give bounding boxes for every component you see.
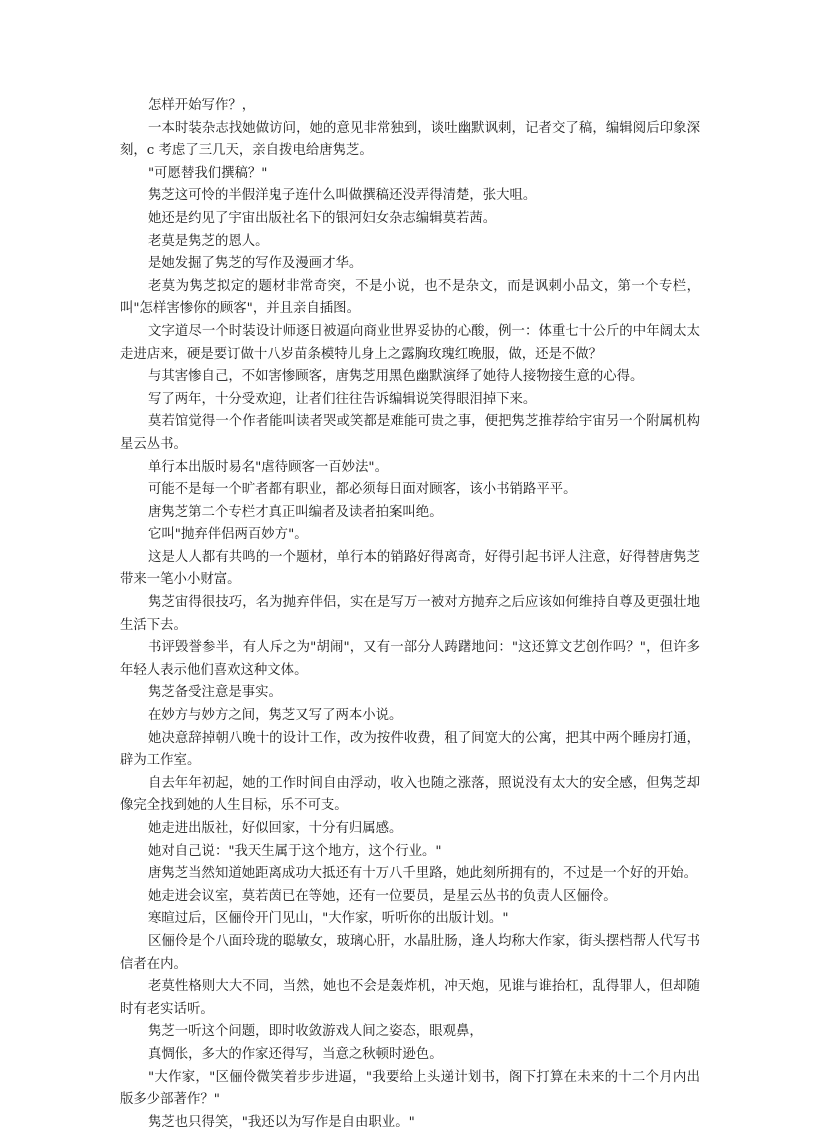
paragraph: 老莫是隽芝的恩人。 <box>148 233 269 249</box>
paragraph: 隽芝这可怜的半假洋鬼子连什么叫做撰稿还没弄得清楚，张大咀。 <box>148 188 537 204</box>
paragraph: 唐隽芝第二个专栏才真正叫编者及读者拍案叫绝。 <box>148 504 443 520</box>
paragraph: 她走进出版社，好似回家，十分有归属感。 <box>148 821 403 836</box>
paragraph: 区俪伶是个八面玲珑的聪敏女，玻璃心肝，水晶肚肠，逢人均称大作家，街头摆档帮人代写书信者在内。 <box>120 933 700 972</box>
paragraph: 莫若馆觉得一个作者能叫读者哭或笑都是难能可贵之事，便把隽芝推荐给宇宙另一个附属机构星云丛书。 <box>120 414 700 452</box>
paragraph: 真惆伥，多大的作家还得写，当意之秋顿时逊色。 <box>148 1046 443 1062</box>
paragraph: 她决意辞掉朝八晚十的设计工作，改为按件收费，租了间宽大的公寓，把其中两个睡房打通，辟为工作室。 <box>120 730 700 769</box>
paragraph: 寒暄过后，区俪伶开门见山，"大作家，听听你的出版计划。" <box>148 911 509 927</box>
paragraph: 单行本出版时易名"虐待顾客一百妙法"。 <box>148 459 388 475</box>
paragraph: 一本时装杂志找她做访问，她的意见非常独到，谈吐幽默讽刺，记者交了稿，编辑阅后印象深刻，c 考虑了三几天，亲自拨电给唐隽芝。 <box>120 120 700 159</box>
paragraph: "大作家，"区俪伶微笑着步步进逼，"我要给上头递计划书，阁下打算在未来的十二个月内出版多少部著作？" <box>120 1069 700 1108</box>
paragraph: 书评毁誉参半，有人斥之为"胡闹"，又有一部分人踌躇地问："这还算文艺创作吗？"，但许多年轻人表示他们喜欢这种文体。 <box>120 640 700 678</box>
paragraph: 老莫性格则大大不同，当然，她也不会是轰炸机，冲天炮，见谁与谁抬杠，乱得罪人，但却随时有老实话听。 <box>120 979 700 1017</box>
paragraph: 怎样开始写作？， <box>148 98 256 113</box>
paragraph: 在妙方与妙方之间，隽芝又写了两本小说。 <box>148 708 403 724</box>
paragraph: 自去年年初起，她的工作时间自由浮动，收入也随之涨落，照说没有太大的安全感，但隽芝却像完全找到她的人生目标，乐不可支。 <box>120 775 700 814</box>
paragraph: 隽芝宙得很技巧，名为抛弃伴侣，实在是写万一被对方抛弃之后应该如何维持自尊及更强壮地生活下去。 <box>120 595 700 633</box>
paragraph: 与其害惨自己，不如害惨顾客，唐隽芝用黑色幽默演绎了她待人接物接生意的心得。 <box>148 369 644 385</box>
paragraph: 老莫为隽芝拟定的题材非常奇突，不是小说，也不是杂文，而是讽刺小品文，第一个专栏，叫"怎样害惨你的顾客"，并且亲自插图。 <box>120 278 700 317</box>
paragraph: 唐隽芝当然知道她距离成功大抵还有十万八千里路，她此刻所拥有的，不过是一个好的开始。 <box>148 866 698 882</box>
paragraph: 写了两年，十分受欢迎，让者们往往告诉编辑说笑得眼泪掉下来。 <box>148 391 537 407</box>
paragraph: 她走进会议室，莫若茵已在等她，还有一位要员，是星云丛书的负责人区俪伶。 <box>148 888 617 904</box>
paragraph: 它叫"抛弃伴侣两百妙方"。 <box>148 527 308 543</box>
paragraph: 她对自己说："我天生属于这个地方，这个行业。" <box>148 843 442 859</box>
paragraph: 隽芝备受注意是事实。 <box>148 685 282 701</box>
paragraph: 这是人人都有共鸣的一个题材，单行本的销路好得离奇，好得引起书评人注意，好得替唐隽芝带来一笔小小财富。 <box>120 549 700 588</box>
paragraph: 她还是约见了宇宙出版社名下的银河妇女杂志编辑莫若茜。 <box>148 210 497 226</box>
paragraph: "可愿替我们撰稿？" <box>148 165 268 181</box>
paragraph: 隽芝一听这个问题，即时收敛游戏人间之姿态，眼观鼻， <box>148 1024 483 1040</box>
document-page <box>120 95 700 1134</box>
paragraph: 可能不是每一个旷者都有职业，都必须每日面对顾客，该小书销路平平。 <box>148 482 577 498</box>
paragraph: 隽芝也只得笑，"我还以为写作是自由职业。" <box>148 1114 415 1130</box>
paragraph: 文字道尽一个时装设计师逐日被逼向商业世界妥协的心酸，例一：体重七十公斤的中年阔太太走进店来，硬是要订做十八岁苗条模特儿身上之露胸玫瑰红晚服，做，还是不做？ <box>120 323 700 362</box>
paragraph: 是她发掘了隽芝的写作及漫画才华。 <box>148 256 363 272</box>
